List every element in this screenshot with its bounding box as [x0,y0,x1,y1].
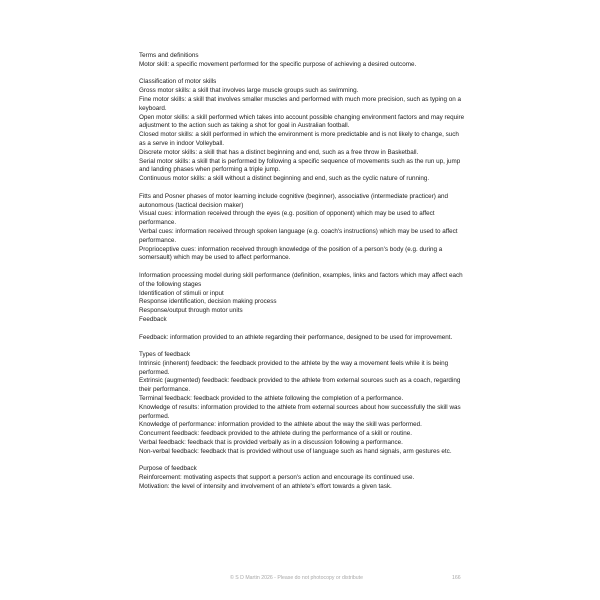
definition-extrinsic-feedback: Extrinsic (augmented) feedback: feedback provided to the athlete from external sources such as a coach, regarding their performance. [139,377,461,394]
stage-response-output: Response/output through motor units [139,307,243,315]
definition-non-verbal-feedback: Non-verbal feedback: feedback that is provided without use of language such as hand signals, arm gestures etc. [139,447,452,455]
definition-proprioceptive-cues: Proprioceptive cues: information received through knowledge of the position of a person's body (e.g. during a somersault) which may be used to affect performance. [139,245,443,262]
definition-verbal-feedback: Verbal feedback: feedback that is provided verbally as in a discussion following a performance. [139,439,403,447]
copyright-notice: © S D Martin 2026 - Please do not photocopy or distribute [230,575,364,581]
page-number: 166 [452,575,461,581]
definition-fine-motor: Fine motor skills: a skill that involves smaller muscles and performed with much more precision, such as typing on a keyboard. [139,95,461,112]
definition-continuous-motor: Continuous motor skills: a skill without a distinct beginning and end, such as the cyclic nature of running. [139,175,430,183]
definition-knowledge-of-performance: Knowledge of performance: information provided to the athlete about the way the skill was performed. [139,421,422,429]
heading-purpose-of-feedback: Purpose of feedback [139,465,197,473]
section-phases-cues [139,193,467,263]
section-feedback-definition [139,334,467,343]
section-purpose-of-feedback [139,465,467,491]
section-types-of-feedback [139,351,467,457]
heading-types-of-feedback: Types of feedback [139,351,191,359]
section-classification [139,78,467,184]
definition-motivation: Motivation: the level of intensity and involvement of an athlete's effort towards a given task. [139,483,392,491]
heading-classification: Classification of motor skills [139,78,217,86]
section-information-processing [139,272,467,325]
definition-intrinsic-feedback: Intrinsic (inherent) feedback: the feedback provided to the athlete by the way a movement feels while it is being performed. [139,359,449,376]
definition-visual-cues: Visual cues: information received through the eyes (e.g. position of opponent) which may be used to affect performance. [139,210,435,227]
definition-closed-motor: Closed motor skills: a skill performed in which the environment is more predictable and is not likely to change, such as a serve in indoor Volleyball. [139,131,459,147]
page-footer [0,573,600,583]
definition-concurrent-feedback: Concurrent feedback: feedback provided to the athlete during the performance of a skill or routine. [139,430,413,438]
page-body [139,52,467,501]
definition-discrete-motor: Discrete motor skills: a skill that has a distinct beginning and end, such as a free throw in Basketball. [139,148,419,156]
definition-knowledge-of-results: Knowledge of results: information provided to the athlete from external sources about how successfully the skill was performed. [139,403,461,420]
definition-reinforcement: Reinforcement: motivating aspects that support a person's action and encourage its continued use. [139,474,415,482]
heading-terms: Terms and definitions [139,52,199,59]
stage-feedback: Feedback [139,315,167,323]
section-terms [139,52,467,70]
definition-open-motor: Open motor skills: a skill performed which takes into account possible changing environment factors and may require adjustment to the action such as taking a shot for goal in Australian football. [139,113,465,130]
definition-motor-skill: Motor skill: a specific movement performed for the specific purpose of achieving a desired outcome. [139,60,417,68]
definition-gross-motor: Gross motor skills: a skill that involves large muscle groups such as swimming. [139,87,359,95]
stage-identification: Identification of stimuli or input [139,289,224,297]
definition-terminal-feedback: Terminal feedback: feedback provided to the athlete following the completion of a performance. [139,395,404,403]
stage-response-identification: Response identification, decision making process [139,298,277,306]
definition-feedback: Feedback: information provided to an athlete regarding their performance, designed to be used for improvement. [139,333,453,341]
definition-serial-motor: Serial motor skills: a skill that is performed by following a specific sequence of movements such as the run up, jump and landing phases when performing a triple jump. [139,157,461,174]
paragraph-fitts-posner: Fitts and Posner phases of motor learning include cognitive (beginner), associative (intermediate practicer) and autonomous (tactical decision maker) [139,192,449,209]
definition-verbal-cues: Verbal cues: information received through spoken language (e.g. coach's instructions) which may be used to affect performance. [139,227,458,244]
paragraph-information-processing: Information processing model during skill performance (definition, examples, links and factors which may affect each of the following stages [139,271,463,288]
